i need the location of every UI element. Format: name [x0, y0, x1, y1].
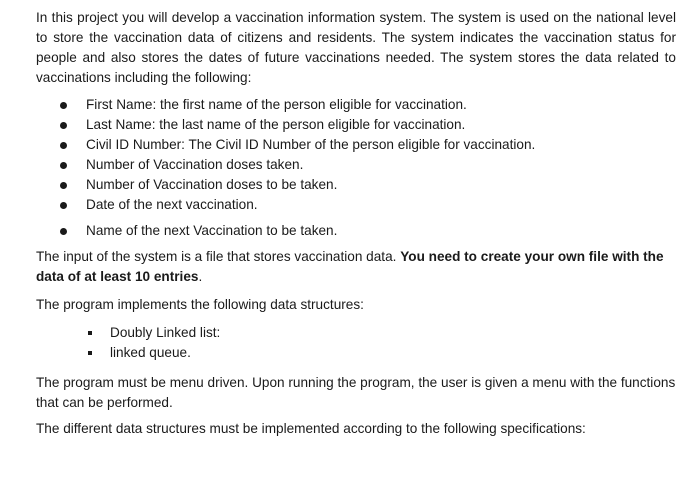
structures-list [36, 323, 676, 363]
list-item: Doubly Linked list: [36, 323, 676, 343]
document-body [36, 8, 676, 439]
input-paragraph: The input of the system is a file that stores vaccination data. You need to create your own file with the data of at least 10 entries. [36, 249, 664, 284]
bullet-icon [60, 202, 67, 209]
bullet-icon [60, 162, 67, 169]
spec-paragraph: The different data structures must be implemented according to the following specifications: [36, 421, 586, 436]
list-item: linked queue. [36, 343, 676, 363]
square-bullet-icon [88, 331, 92, 335]
square-bullet-icon [88, 351, 92, 355]
list-item: Date of the next vaccination. [36, 195, 676, 215]
structures-intro: The program implements the following data structures: [36, 297, 364, 312]
list-item: Number of Vaccination doses to be taken. [36, 175, 676, 195]
input-emphasis: You need to create your own file with the data of at least 10 entries [36, 249, 664, 284]
list-item: Name of the next Vaccination to be taken. [36, 221, 676, 241]
bullet-icon [60, 102, 67, 109]
fields-list [36, 95, 676, 241]
list-item: Number of Vaccination doses taken. [36, 155, 676, 175]
menu-paragraph: The program must be menu driven. Upon running the program, the user is given a menu with the functions that can be performed. [36, 375, 676, 410]
list-item: First Name: the first name of the person eligible for vaccination. [36, 95, 676, 115]
bullet-icon [60, 228, 67, 235]
intro-paragraph: In this project you will develop a vaccination information system. The system is used on the national level to store the vaccination data of citizens and residents. The system indicates the vaccination status for people and also stores the dates of future vaccinations needed. The system stores the data related to vaccinations including the following: [36, 10, 676, 85]
list-item: Civil ID Number: The Civil ID Number of the person eligible for vaccination. [36, 135, 676, 155]
bullet-icon [60, 182, 67, 189]
bullet-icon [60, 142, 67, 149]
bullet-icon [60, 122, 67, 129]
list-item: Last Name: the last name of the person eligible for vaccination. [36, 115, 676, 135]
